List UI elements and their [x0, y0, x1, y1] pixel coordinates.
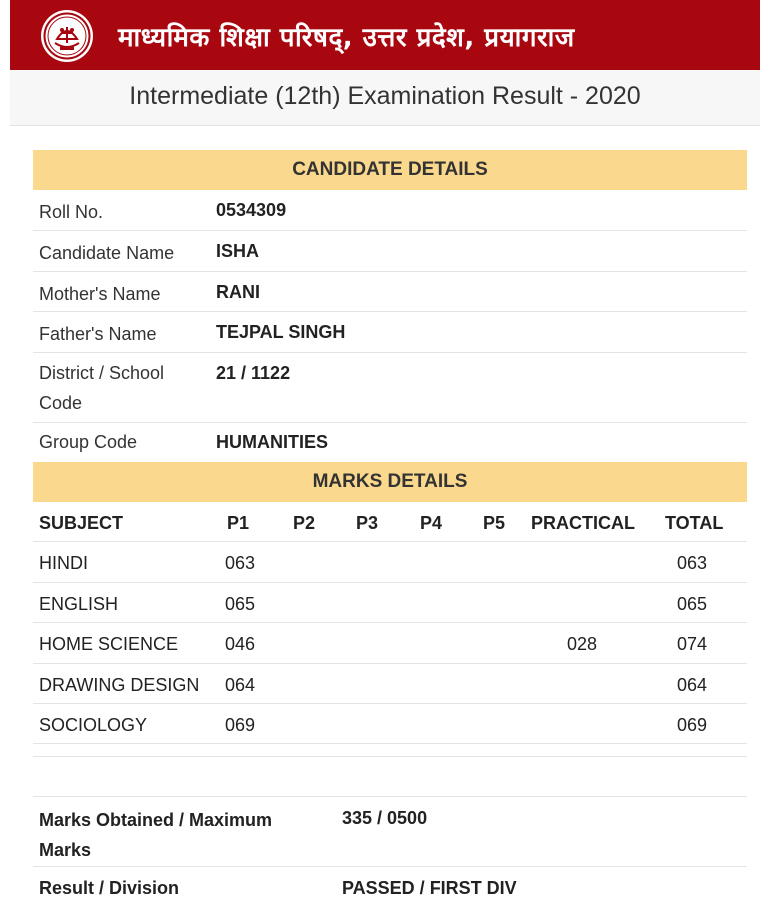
marks-obtained-label: Marks Obtained / Maximum Marks	[39, 810, 273, 860]
marks-obtained-value: 335 / 0500	[342, 808, 428, 828]
p1-cell: 064	[225, 674, 256, 695]
detail-row-candidate-name	[33, 231, 747, 272]
detail-row-roll-no	[33, 190, 747, 231]
detail-value: 21 / 1122	[216, 363, 291, 383]
detail-value: 0534309	[216, 200, 287, 220]
table-row	[33, 704, 747, 744]
column-header: P1	[227, 513, 250, 533]
subject-cell: ENGLISH	[39, 593, 119, 614]
divider	[33, 756, 747, 757]
detail-row-district-school-code	[33, 353, 747, 423]
up-government-emblem-icon	[40, 9, 94, 63]
column-header: SUBJECT	[39, 513, 124, 533]
table-row	[33, 583, 747, 623]
board-name: माध्यमिक शिक्षा परिषद्, उत्तर प्रदेश, प्रयागराज	[118, 23, 575, 53]
total-cell: 064	[677, 674, 708, 695]
result-value: PASSED / FIRST DIV	[342, 878, 517, 898]
detail-value: ISHA	[216, 241, 260, 261]
title-band	[10, 70, 760, 126]
candidate-details-heading: CANDIDATE DETAILS	[33, 150, 747, 190]
detail-row-group-code	[33, 423, 747, 463]
marks-obtained-row	[33, 797, 747, 867]
detail-row-fathers-name	[33, 312, 747, 353]
detail-label: Group Code	[39, 432, 138, 452]
total-cell: 074	[677, 634, 708, 655]
p1-cell: 065	[225, 593, 256, 614]
detail-label: Candidate Name	[39, 243, 175, 263]
page-title: Intermediate (12th) Examination Result - 2020	[129, 82, 641, 110]
column-header: P5	[483, 513, 506, 533]
subject-cell: HOME SCIENCE	[39, 634, 179, 655]
detail-row-mothers-name	[33, 272, 747, 312]
column-header: P2	[293, 513, 316, 533]
result-label: Result / Division	[39, 878, 180, 898]
marks-header-row	[33, 502, 747, 542]
subject-cell: HINDI	[39, 553, 88, 574]
detail-value: TEJPAL SINGH	[216, 322, 346, 342]
total-cell: 063	[677, 553, 708, 574]
p1-cell: 046	[225, 634, 256, 655]
p1-cell: 069	[225, 714, 256, 735]
total-cell: 069	[677, 714, 708, 735]
detail-label: District / School Code	[39, 363, 165, 413]
result-row	[33, 867, 747, 898]
p1-cell: 063	[225, 553, 256, 574]
detail-value: HUMANITIES	[216, 432, 328, 452]
table-row	[33, 664, 747, 704]
column-header: P3	[356, 513, 379, 533]
column-header: TOTAL	[665, 513, 724, 533]
detail-label: Roll No.	[39, 202, 104, 222]
header-band	[10, 0, 760, 70]
table-row	[33, 542, 747, 582]
column-header: P4	[420, 513, 443, 533]
subject-cell: SOCIOLOGY	[39, 714, 148, 735]
subject-cell: DRAWING DESIGN	[39, 674, 200, 695]
detail-label: Mother's Name	[39, 284, 161, 304]
detail-label: Father's Name	[39, 324, 157, 344]
table-row	[33, 623, 747, 663]
total-cell: 065	[677, 593, 708, 614]
marks-table	[33, 502, 747, 744]
detail-value: RANI	[216, 282, 260, 302]
column-header: PRACTICAL	[531, 513, 635, 533]
marks-details-heading: MARKS DETAILS	[33, 462, 747, 502]
practical-cell: 028	[567, 634, 598, 655]
